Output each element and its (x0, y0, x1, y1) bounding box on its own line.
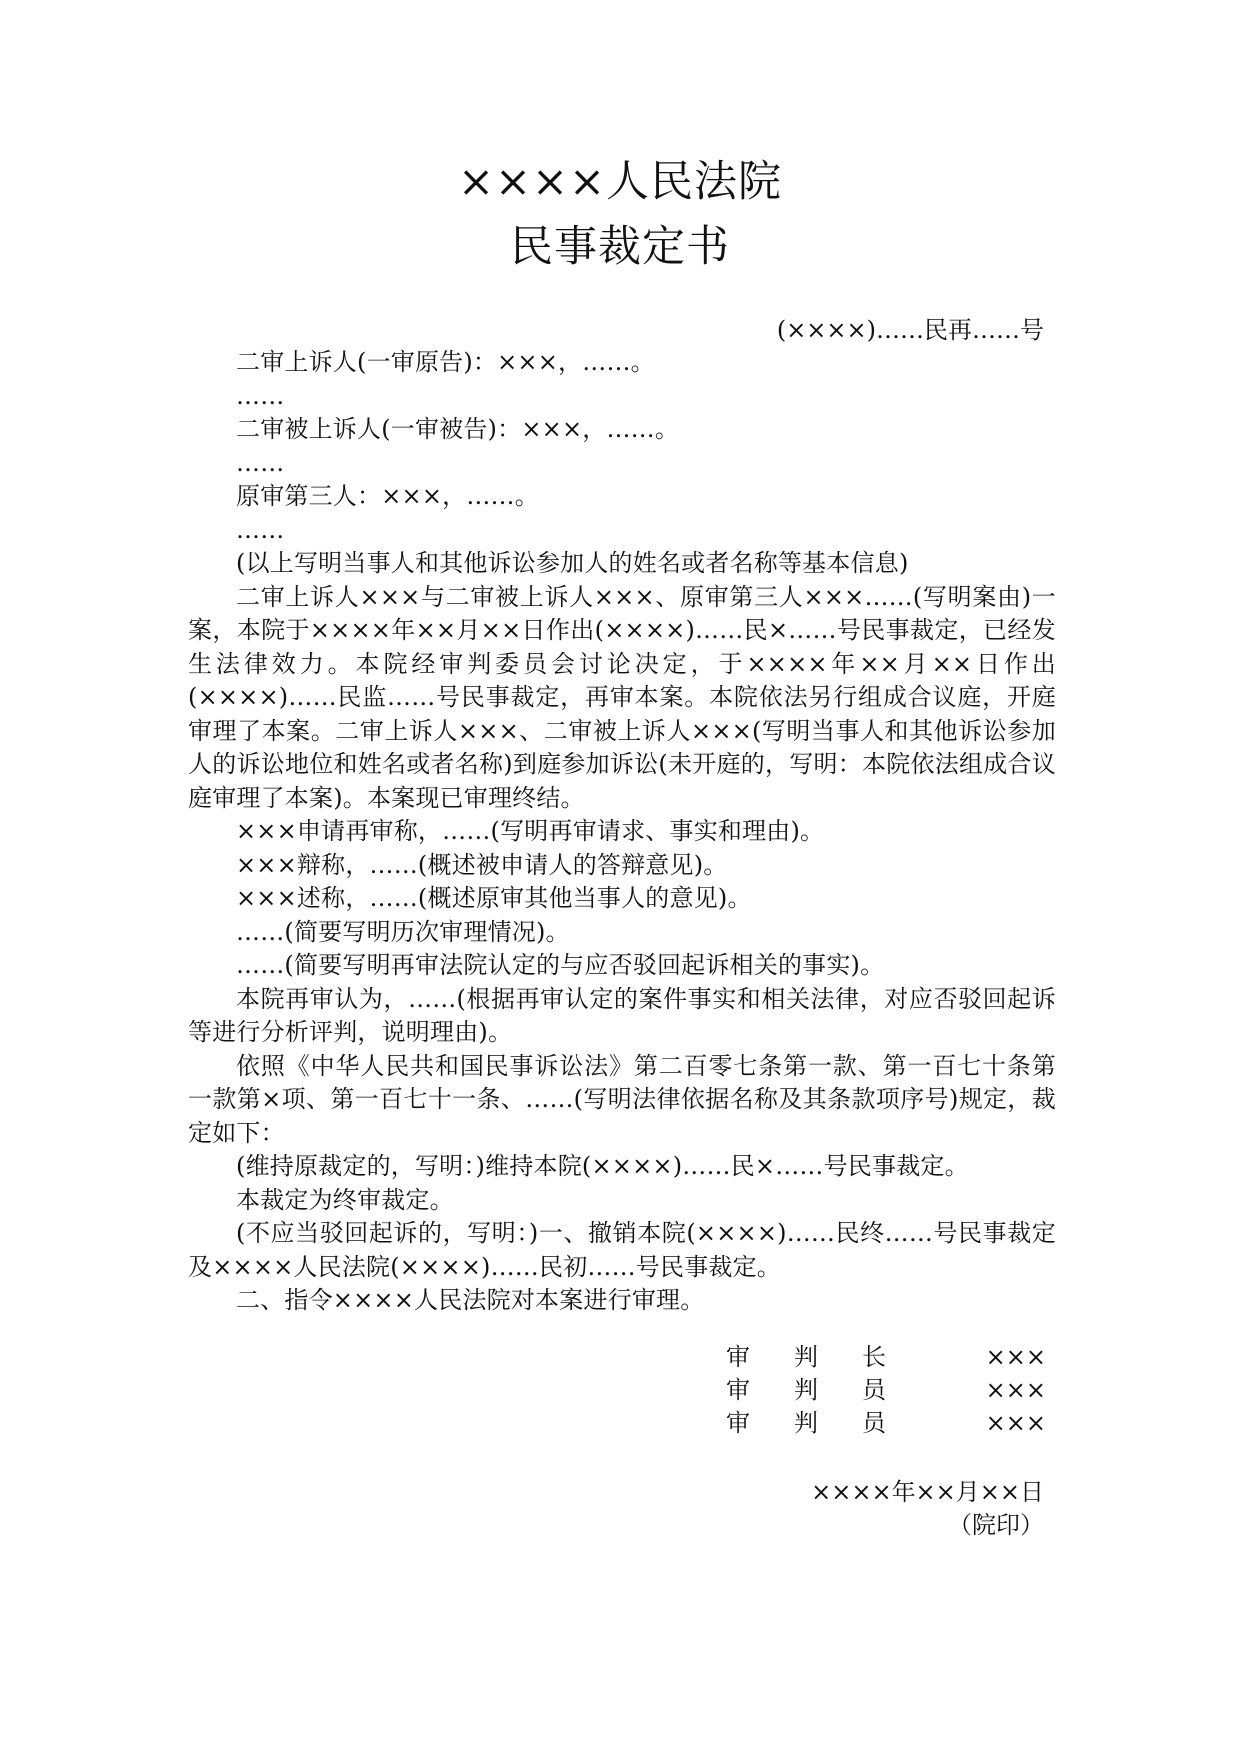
role-char: 判 (794, 1409, 818, 1437)
role-char: 员 (862, 1409, 886, 1437)
party-info-note: (以上写明当事人和其他诉讼参加人的姓名或者名称等基本信息) (236, 549, 909, 577)
ruling-uphold-paragraph: (维持原裁定的，写明：)维持本院(××××)……民×……号民事裁定。 (236, 1152, 969, 1180)
signature-block (726, 1341, 1046, 1440)
legal-basis-paragraph: 依照《中华人民共和国民事诉讼法》第二百零七条第一款、第一百七十条第一款第×项、第一百七十一条、……(写明法律依据名称及其条款项序号)规定，裁定如下： (188, 1051, 1056, 1147)
role-char: 审 (726, 1343, 750, 1371)
retrial-application-paragraph: ×××申请再审称，……(写明再审请求、事实和理由)。 (236, 817, 825, 845)
document-body (188, 346, 1056, 1318)
role-char: 判 (794, 1376, 818, 1404)
document-type-title: 民事裁定书 (510, 222, 730, 272)
court-name-title: ××××人民法院 (457, 157, 783, 207)
role-char: 判 (794, 1343, 818, 1371)
ellipsis-line: …… (236, 381, 285, 410)
court-opinion-paragraph: 本院再审认为，……(根据再审认定的案件事实和相关法律，对应否驳回起诉等进行分析评判，说明理由)。 (188, 984, 1056, 1046)
ruling-directive-paragraph: 二、指令××××人民法院对本案进行审理。 (236, 1286, 705, 1314)
trial-history-paragraph: ……(简要写明历次审理情况)。 (236, 917, 570, 946)
ellipsis-line: …… (236, 515, 285, 544)
signature-row-presiding-judge (726, 1341, 1046, 1374)
defense-paragraph: ×××辩称，……(概述被申请人的答辩意见)。 (236, 850, 728, 879)
signature-name: ××× (985, 1376, 1046, 1404)
signature-name: ××× (985, 1409, 1046, 1437)
signature-role (726, 1374, 886, 1407)
signature-name: ××× (985, 1343, 1046, 1371)
case-number: (××××)……民再……号 (776, 316, 1044, 344)
signature-role (726, 1341, 886, 1374)
signature-row-judge (726, 1407, 1046, 1440)
signature-row-judge (726, 1374, 1046, 1407)
role-char: 审 (726, 1376, 750, 1404)
role-char: 员 (862, 1376, 886, 1404)
court-seal-placeholder: （院印） (948, 1511, 1044, 1539)
party-third-party: 原审第三人：×××，……。 (236, 482, 539, 510)
role-char: 长 (862, 1343, 886, 1371)
case-background-paragraph: 二审上诉人×××与二审被上诉人×××、原审第三人×××……(写明案由)一案，本院于××××年××月××日作出(××××)……民×……号民事裁定，已经发生法律效力。本院经审判委员会讨论决定，于××××年××月××日作出(××××)……民监……号民事裁定，再审本案。本院依法另行组成合议庭，开庭审理了本案。二审上诉人×××、二审被上诉人×××(写明当事人和其他诉讼参加人的诉讼地位和姓名或者名称)到庭参加诉讼(未开庭的，写明：本院依法组成合议庭审理了本案)。本案现已审理终结。 (188, 582, 1056, 812)
signature-role (726, 1407, 886, 1440)
party-appellant: 二审上诉人(一审原告)：×××，……。 (236, 348, 655, 376)
document-date: ××××年××月××日 (811, 1478, 1044, 1506)
statement-paragraph: ×××述称，……(概述原审其他当事人的意见)。 (236, 884, 752, 912)
ruling-revoke-paragraph: (不应当驳回起诉的，写明：)一、撤销本院(××××)……民终……号民事裁定及××××人民法院(××××)……民初……号民事裁定。 (188, 1219, 1056, 1281)
role-char: 审 (726, 1409, 750, 1437)
party-appellee: 二审被上诉人(一审被告)：×××，……。 (236, 415, 680, 443)
facts-paragraph: ……(简要写明再审法院认定的与应否驳回起诉相关的事实)。 (236, 951, 885, 979)
ellipsis-line: …… (236, 448, 285, 477)
final-ruling-paragraph: 本裁定为终审裁定。 (236, 1185, 454, 1214)
